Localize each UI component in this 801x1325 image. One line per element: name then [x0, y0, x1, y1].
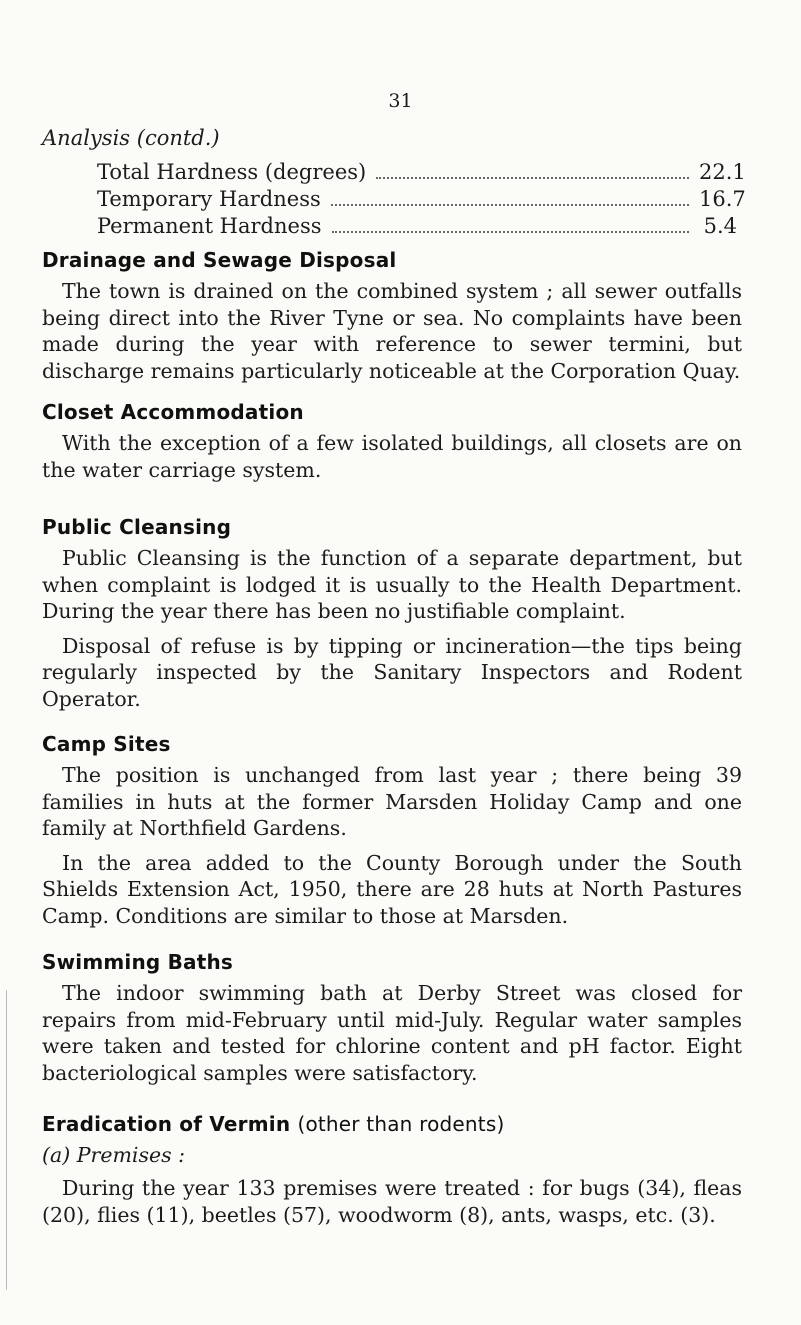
section-paragraph: Public Cleansing is the function of a separate department, but when complaint is lodged it is usually to the Health Department. During the year there has been no justifiable complaint. [42, 546, 742, 623]
analysis-title: Analysis [42, 126, 131, 150]
subheading-premises: (a) Premises : [42, 1143, 186, 1167]
section-paragraph: In the area added to the County Borough under the South Shields Extension Act, 1950, there are 28 huts at North Pastures Camp. Conditions are similar to those at Marsden. [42, 850, 742, 928]
section-paragraph: Disposal of refuse is by tipping or incineration—the tips being regularly inspected by the Sanitary Inspectors and Rodent Operator. [42, 633, 742, 711]
section-paragraph: The position is unchanged from last year ; there being 39 families in huts at the former Marsden Holiday Camp and one family at Northfield Gardens. [42, 763, 742, 840]
section-heading: Swimming Baths [42, 950, 234, 974]
dot-leader [376, 177, 689, 179]
section-paragraph: The town is drained on the combined system ; all sewer outfalls being direct into the River Tyne or sea. No complaints have been made during the year with reference to sewer termini, but discharge remains particularly noticeable at the Corporation Quay. [42, 279, 742, 383]
analysis-table [97, 160, 746, 241]
section-heading [42, 1112, 742, 1142]
scan-edge-line [6, 990, 7, 1290]
analysis-value: 5.4 [703, 214, 737, 238]
analysis-row [97, 160, 746, 187]
page-number: 31 [388, 90, 413, 112]
section-camp-sites [42, 732, 742, 929]
section-heading: Drainage and Sewage Disposal [42, 248, 397, 272]
section-paragraph: During the year 133 premises were treated : for bugs (34), fleas (20), flies (11), beetles (57), woodworm (8), ants, wasps, etc. (3). [42, 1176, 742, 1227]
section-paragraph: The indoor swimming bath at Derby Street was closed for repairs from mid-February until mid-July. Regular water samples were taken and tested for chlorine content and pH factor. Eight bacteriological samples were satisfactory. [42, 981, 742, 1085]
dot-leader [331, 204, 689, 206]
analysis-row [97, 187, 746, 214]
section-drainage [42, 248, 742, 384]
analysis-heading [42, 126, 220, 150]
dot-leader [332, 231, 690, 233]
analysis-value: 16.7 [699, 187, 746, 211]
section-eradication-vermin [42, 1112, 742, 1228]
analysis-label: Total Hardness (degrees) [97, 160, 367, 184]
section-closet [42, 400, 742, 483]
section-paragraph: With the exception of a few isolated buildings, all closets are on the water carriage system. [42, 431, 742, 482]
analysis-row [97, 214, 737, 241]
section-heading: Public Cleansing [42, 515, 232, 539]
analysis-label: Temporary Hardness [97, 187, 321, 211]
analysis-contd: (contd.) [136, 126, 220, 150]
analysis-value: 22.1 [699, 160, 746, 184]
section-heading-text: Eradication of Vermin [42, 1112, 291, 1136]
section-swimming-baths [42, 950, 742, 1086]
section-heading: Camp Sites [42, 732, 171, 756]
analysis-label: Permanent Hardness [97, 214, 322, 238]
section-public-cleansing [42, 515, 742, 712]
section-heading: Closet Accommodation [42, 400, 304, 424]
section-heading-suffix: (other than rodents) [297, 1112, 505, 1136]
